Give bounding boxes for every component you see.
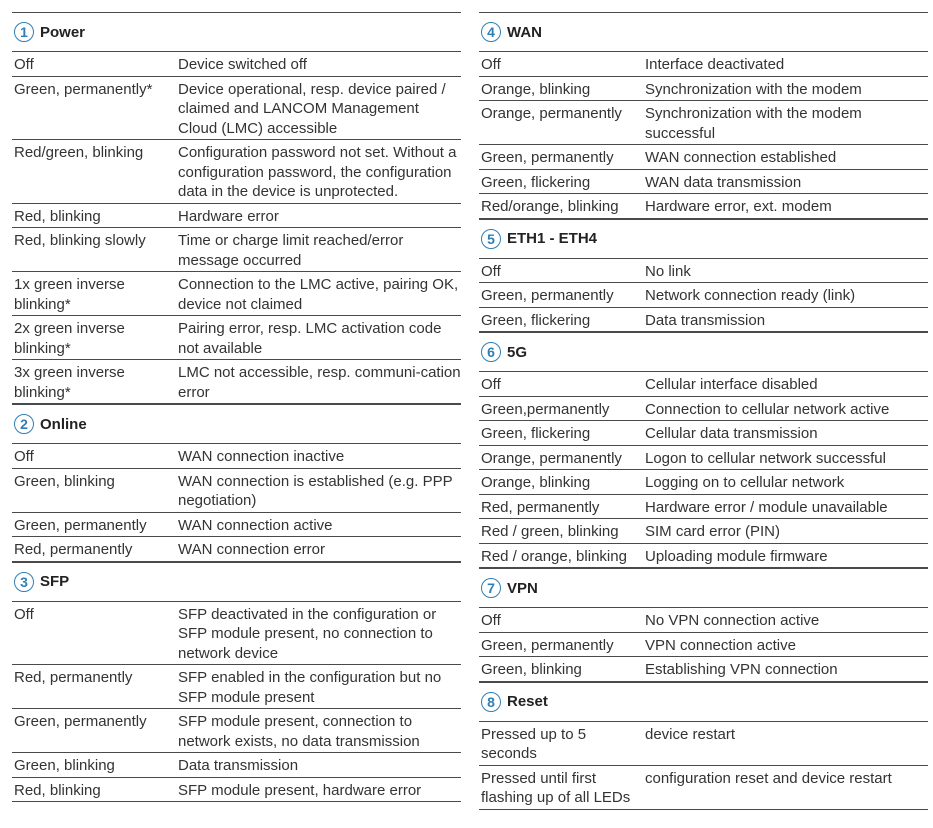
led-state: Pressed up to 5 seconds [481,725,587,762]
table-row [12,52,461,77]
table-row [12,444,461,469]
table-row [479,170,928,195]
led-meaning: Data transmission [645,311,766,329]
led-state: Green,permanently [481,400,610,418]
table-row [479,657,928,682]
table-row [12,537,461,562]
led-state: Green, flickering [481,311,591,329]
led-state: Green, permanently [481,287,614,304]
led-meaning: Network connection ready (link) [645,287,856,304]
right-column [479,12,928,810]
led-state: Red, permanently [481,498,600,516]
led-meaning: Pairing error, resp. LMC activation code not available [178,320,442,357]
table-row [479,470,928,495]
led-state: Red, permanently [14,669,133,686]
led-state: Red / green, blinking [481,523,619,540]
led-meaning: Logon to cellular network successful [645,449,886,467]
led-state: Orange, blinking [481,474,591,491]
led-state: Red / orange, blinking [481,547,627,565]
led-meaning: WAN connection is established (e.g. PPP negotiation) [178,472,453,509]
led-meaning: WAN connection error [178,541,325,558]
led-state: Green, flickering [481,425,591,442]
led-state: 3x green inverse blinking* [14,364,125,401]
section-header [479,12,928,52]
section-header [479,219,928,259]
table-row [12,665,461,709]
led-meaning: LMC not accessible, resp. communi-cation error [178,364,461,401]
led-state: 2x green inverse blinking* [14,320,125,357]
led-meaning: Configuration password not set. Without a configuration password, the configuration data in the device is unprotected. [178,144,457,200]
table-row [479,194,928,219]
led-meaning: SFP module present, connection to network exists, no data transmission [178,713,420,750]
table-row [479,101,928,145]
section-header [479,332,928,372]
table-row [479,495,928,520]
table-row [12,513,461,538]
led-meaning: SIM card error (PIN) [645,523,781,540]
led-meaning: Uploading module firmware [645,547,828,565]
table-row [479,446,928,471]
section-number-badge: 8 [481,692,501,712]
led-state: Orange, permanently [481,105,622,122]
led-state: Off [14,448,34,465]
led-state: Green, permanently [481,149,614,166]
led-meaning: Hardware error / module unavailable [645,498,888,516]
led-meaning: No link [645,262,691,280]
led-state: Pressed until first flashing up of all LEDs [481,769,631,806]
section-header [479,568,928,608]
led-meaning: Establishing VPN connection [645,661,838,678]
section-title: ETH1 - ETH4 [507,230,598,247]
led-state: Green, blinking [481,661,582,678]
led-meaning: No VPN connection active [645,612,820,629]
table-row [12,228,461,272]
section-header [12,12,461,52]
led-meaning: Logging on to cellular network [645,474,845,491]
section-number-badge: 6 [481,342,501,362]
led-meaning: WAN data transmission [645,173,802,191]
led-meaning: WAN connection inactive [178,448,345,465]
led-state: Off [14,56,34,73]
led-meaning: Data transmission [178,757,299,774]
led-meaning: Connection to cellular network active [645,400,890,418]
section-header [479,682,928,722]
led-state: Red, blinking [14,207,101,225]
led-meaning: configuration reset and device restart [645,769,892,787]
section-title: Online [40,415,87,433]
led-meaning: Hardware error [178,207,279,225]
led-state: Red/green, blinking [14,144,144,161]
table-row [12,602,461,666]
led-meaning: WAN connection established [645,149,837,166]
led-meaning: Interface deactivated [645,56,785,73]
table-row [479,633,928,658]
led-state: Off [481,612,501,629]
led-state: Off [481,262,501,280]
section-title: 5G [507,343,528,361]
table-row [479,519,928,544]
section-title: Power [40,23,86,41]
led-meaning: SFP module present, hardware error [178,781,422,799]
table-row [479,145,928,170]
table-row [479,397,928,422]
table-row [12,316,461,360]
table-row [479,308,928,333]
led-state: Red/orange, blinking [481,198,619,215]
table-row [479,259,928,284]
section-number-badge: 2 [14,414,34,434]
led-state: Red, blinking slowly [14,232,146,249]
table-row [12,360,461,404]
table-row [479,608,928,633]
left-column [12,12,461,802]
led-state: Green, permanently [481,636,614,654]
led-state: Red, permanently [14,541,133,558]
table-row [12,469,461,513]
table-row [12,204,461,229]
table-row [12,77,461,141]
section-title: Reset [507,693,548,710]
led-state: Green, permanently [14,713,147,730]
table-row [479,283,928,308]
led-state: Green, permanently [14,516,147,534]
led-state: Off [14,605,34,623]
led-meaning: Connection to the LMC active, pairing OK, device not claimed [178,276,459,313]
section-number-badge: 5 [481,229,501,249]
led-meaning: Synchronization with the modem successful [645,105,862,142]
led-state: Off [481,376,501,393]
led-state: Green, blinking [14,757,115,774]
section-title: SFP [40,573,70,590]
led-state: 1x green inverse blinking* [14,276,125,313]
led-meaning: VPN connection active [645,636,796,654]
led-meaning: Device operational, resp. device paired / claimed and LANCOM Management Cloud (LMC) accessible [178,80,446,137]
led-state: Green, permanently* [14,80,153,98]
table-row [479,766,928,810]
led-state: Red, blinking [14,781,101,799]
table-row [479,722,928,766]
section-number-badge: 7 [481,578,501,598]
led-meaning: Cellular data transmission [645,425,818,442]
section-header [12,562,461,602]
led-meaning: SFP enabled in the configuration but no SFP module present [178,669,442,706]
table-row [12,753,461,778]
led-state: Green, flickering [481,173,591,191]
led-meaning: WAN connection active [178,516,333,534]
section-title: VPN [507,579,538,597]
table-row [12,272,461,316]
table-row [479,52,928,77]
led-meaning: Cellular interface disabled [645,376,818,393]
table-row [12,778,461,803]
table-row [479,372,928,397]
section-number-badge: 4 [481,22,501,42]
section-number-badge: 1 [14,22,34,42]
table-row [479,544,928,569]
led-meaning: SFP deactivated in the configuration or SFP module present, no connection to network device [178,605,437,662]
table-row [479,77,928,102]
led-state: Off [481,56,501,73]
led-meaning: Device switched off [178,56,307,73]
led-state: Green, blinking [14,472,115,490]
table-row [12,140,461,204]
section-header [12,404,461,444]
led-meaning: Time or charge limit reached/error message occurred [178,232,404,269]
led-state: Orange, blinking [481,80,591,98]
table-row [12,709,461,753]
section-number-badge: 3 [14,572,34,592]
table-row [479,421,928,446]
section-title: WAN [507,23,542,41]
led-meaning: device restart [645,725,736,743]
led-state: Orange, permanently [481,449,622,467]
led-meaning: Synchronization with the modem [645,80,862,98]
led-meaning: Hardware error, ext. modem [645,198,832,215]
